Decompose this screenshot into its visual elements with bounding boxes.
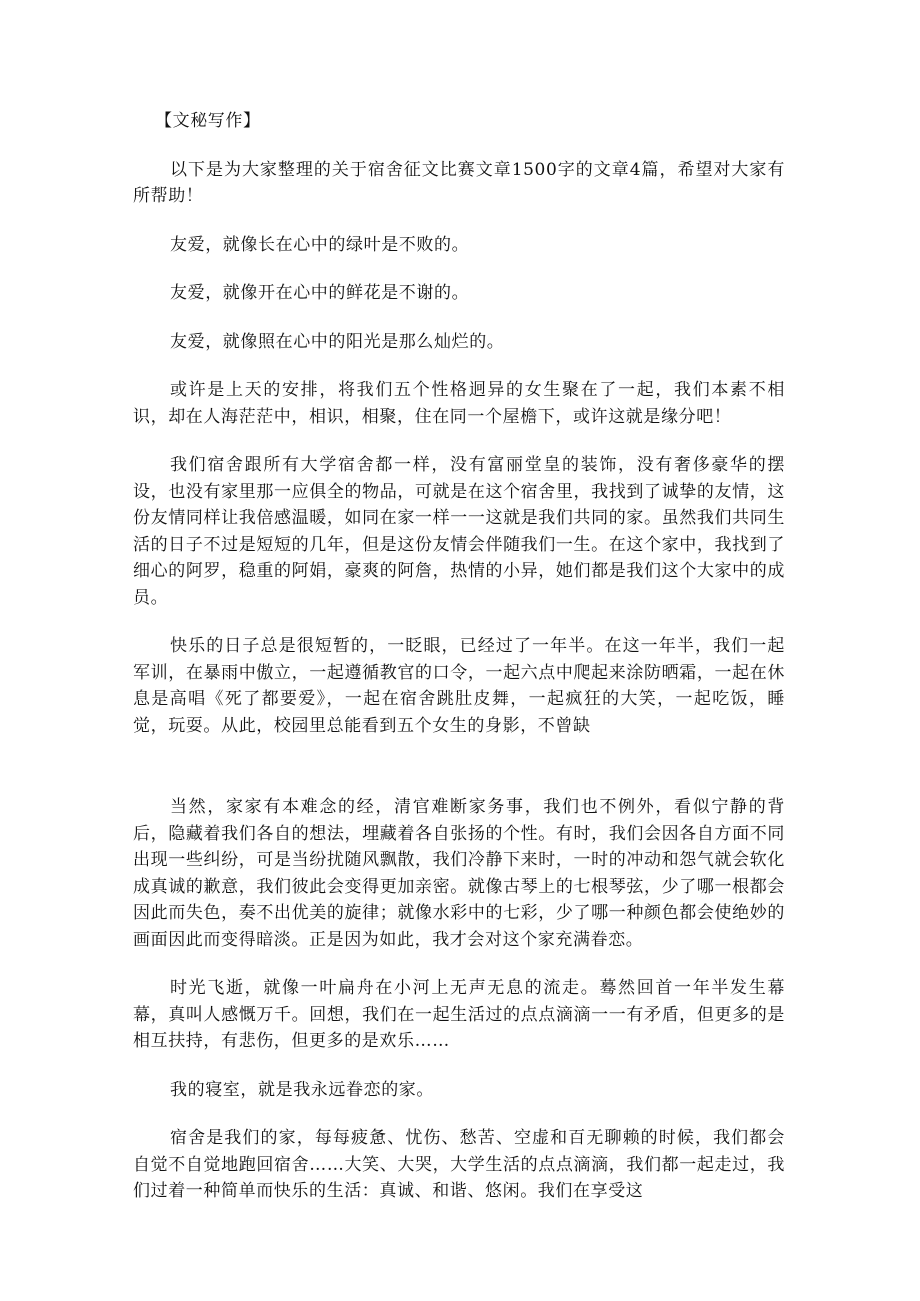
paragraph-happy-days: 快乐的日子总是很短暂的，一眨眼，已经过了一年半。在这一年半，我们一起军训，在暴雨中傲立，一起遵循教官的口令，一起六点中爬起来涂防晒霜，一起在休息是高唱《死了都要爱》，一起在宿舍跳肚皮舞，一起疯狂的大笑，一起吃饭，睡觉，玩耍。从此，校园里总能看到五个女生的身影，不曾缺 — [133, 636, 785, 736]
document-body — [133, 108, 785, 1205]
paragraph-friendship-sunlight: 友爱，就像照在心中的阳光是那么灿烂的。 — [170, 331, 505, 352]
paragraph-friendship-leaf: 友爱，就像长在心中的绿叶是不败的。 — [170, 234, 470, 255]
paragraph-conflicts: 当然，家家有本难念的经，清官难断家务事，我们也不例外，看似宁静的背后，隐藏着我们各自的想法，埋藏着各自张扬的个性。有时，我们会因各自方面不同出现一些纠纷，可是当纷扰随风飘散，我们冷静下来时，一时的冲动和怨气就会软化成真诚的歉意，我们彼此会变得更加亲密。就像古琴上的七根琴弦，少了哪一根都会因此而失色，奏不出优美的旋律；就像水彩中的七彩，少了哪一种颜色都会使绝妙的画面因此而变得暗淡。正是因为如此，我才会对这个家充满眷恋。 — [133, 797, 785, 950]
paragraph-dorm-home: 我们宿舍跟所有大学宿舍都一样，没有富丽堂皇的装饰，没有奢侈豪华的摆设，也没有家里那一应俱全的物品，可就是在这个宿舍里，我找到了诚挚的友情，这份友情同样让我倍感温暖，如同在家一样一一这就是我们共同的家。虽然我们共同生活的日子不过是短短的几年，但是这份友情会伴随我们一生。在这个家中，我找到了细心的阿罗，稳重的阿娟，豪爽的阿詹，热情的小异，她们都是我们这个大家中的成员。 — [133, 455, 785, 608]
paragraph-time-flies: 时光飞逝，就像一叶扁舟在小河上无声无息的流走。蓦然回首一年半发生幕幕，真叫人感慨万千。回想，我们在一起生活过的点点滴滴一一有矛盾，但更多的是相互扶持，有悲伤，但更多的是欢乐…… — [133, 978, 785, 1051]
paragraph-my-dorm: 我的寝室，就是我永远眷恋的家。 — [170, 1079, 434, 1100]
paragraph-intro: 以下是为大家整理的关于宿舍征文比赛文章1500字的文章4篇，希望对大家有所帮助！ — [133, 159, 785, 206]
document-title: 【文秘写作】 — [155, 111, 261, 131]
paragraph-dorm-life: 宿舍是我们的家，每每疲惫、忧伤、愁苦、空虚和百无聊赖的时候，我们都会自觉不自觉地跑回宿舍……大笑、大哭，大学生活的点点滴滴，我们都一起走过，我们过着一种简单而快乐的生活：真诚、和谐、悠闲。我们在享受这 — [133, 1128, 785, 1201]
paragraph-friendship-flower: 友爱，就像开在心中的鲜花是不谢的。 — [170, 283, 470, 303]
paragraph-fate: 或许是上天的安排，将我们五个性格迥异的女生聚在了一起，我们本素不相识，却在人海茫茫中，相识，相聚，住在同一个屋檐下，或许这就是缘分吧！ — [133, 380, 785, 427]
